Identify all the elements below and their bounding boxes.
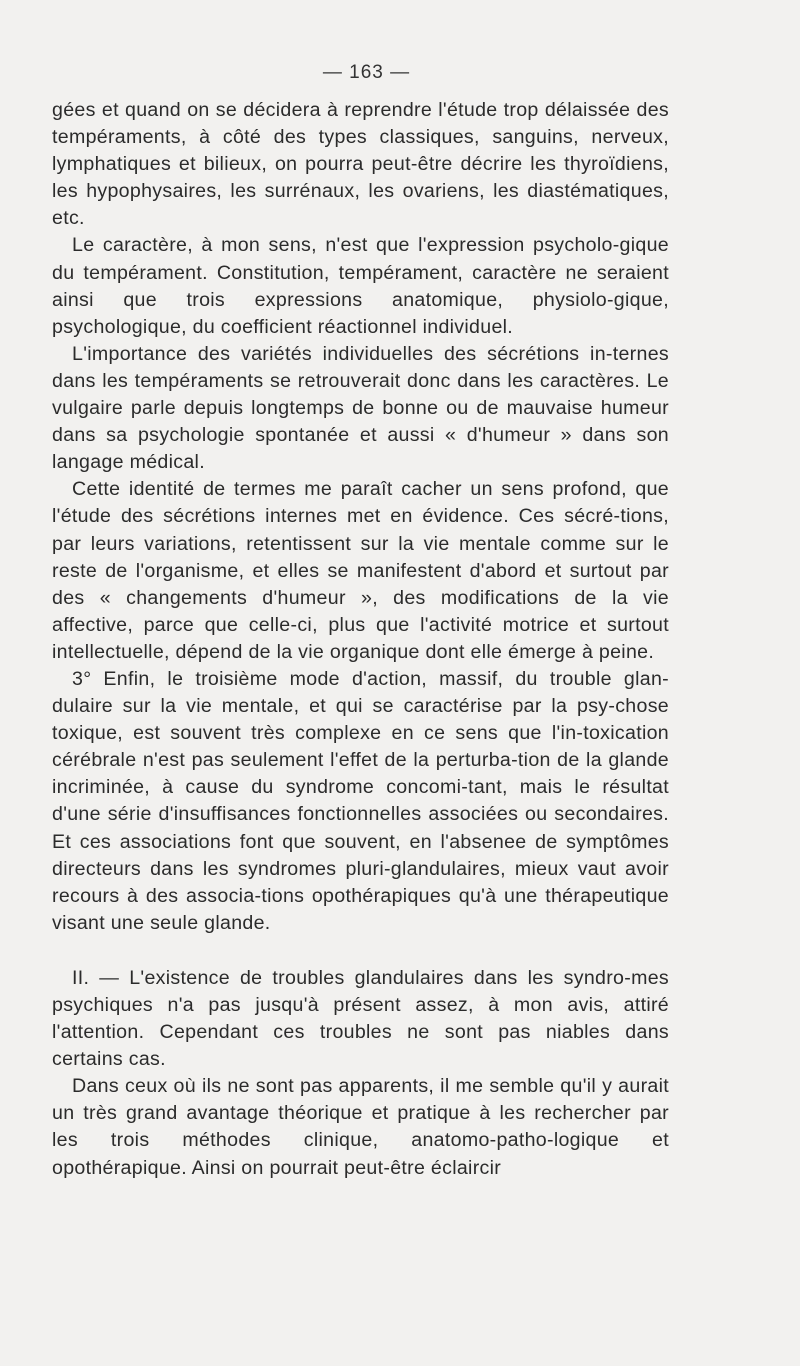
book-page <box>52 62 669 1182</box>
paragraph-importance: L'importance des variétés individuelles des sécrétions in-ternes dans les tempéraments se retrouverait donc dans les caractères. Le vulgaire parle depuis longtemps de bonne ou de mauvaise humeur dans sa psychologie spontanée et aussi « d'humeur » dans son langage médical. <box>52 342 669 474</box>
paragraph-identite: Cette identité de termes me paraît cacher un sens profond, que l'étude des sécrétions internes met en évidence. Ces sécré-tions, par leurs variations, retentissent sur la vie mentale comme sur le reste de l'organisme, et elles se manifestent d'abord et surtout par des « changements d'humeur », des modifications de la vie affective, parce que celle-ci, plus que l'activité motrice et surtout intellectuelle, dépend de la vie organique dont elle émerge à peine. <box>52 478 669 663</box>
paragraph-caractere: Le caractère, à mon sens, n'est que l'expression psycholo-gique du tempérament. Constitution, tempérament, caractère ne seraient ainsi que trois expressions anatomique, physiolo-gique, psychologique, du coefficient réactionnel individuel. <box>52 234 669 338</box>
paragraph-section-ii: II. — L'existence de troubles glandulaires dans les syndro-mes psychiques n'a pas jusqu'à présent assez, à mon avis, attiré l'attention. Cependant ces troubles ne sont pas niables dans certains cas. <box>52 966 669 1071</box>
paragraph-temperaments: gées et quand on se décidera à reprendre l'étude trop délaissée des tempéraments, à côté des types classiques, sanguins, nerveux, lymphatiques et bilieux, on pourra peut-être décrire les thyroïdiens, les hypophysaires, les surrénaux, les ovariens, les diastématiques, etc. <box>52 99 669 230</box>
page-number: — 163 — <box>322 62 411 83</box>
paragraph-troisieme-mode: 3° Enfin, le troisième mode d'action, massif, du trouble glan-dulaire sur la vie mentale, et qui se caractérise par la psy-chose toxique, est souvent très complexe en ce sens que l'in-toxication cérébrale n'est pas seulement l'effet de la perturba-tion de la glande incriminée, à cause du syndrome concomi-tant, mais le résultat d'une série d'insuffisances fonctionnelles associées ou secondaires. Et ces associations font que souvent, en l'absenee de symptômes directeurs dans les syndromes pluri-glandulaires, mieux vaut avoir recours à des associa-tions opothérapiques qu'à une thérapeutique visant une seule glande. <box>52 667 669 934</box>
paragraph-dans-ceux: Dans ceux où ils ne sont pas apparents, il me semble qu'il y aurait un très grand avantage théorique et pratique à les rechercher par les trois méthodes clinique, anatomo-patho-logique et opothérapique. Ainsi on pourrait peut-être éclaircir <box>52 1075 669 1179</box>
